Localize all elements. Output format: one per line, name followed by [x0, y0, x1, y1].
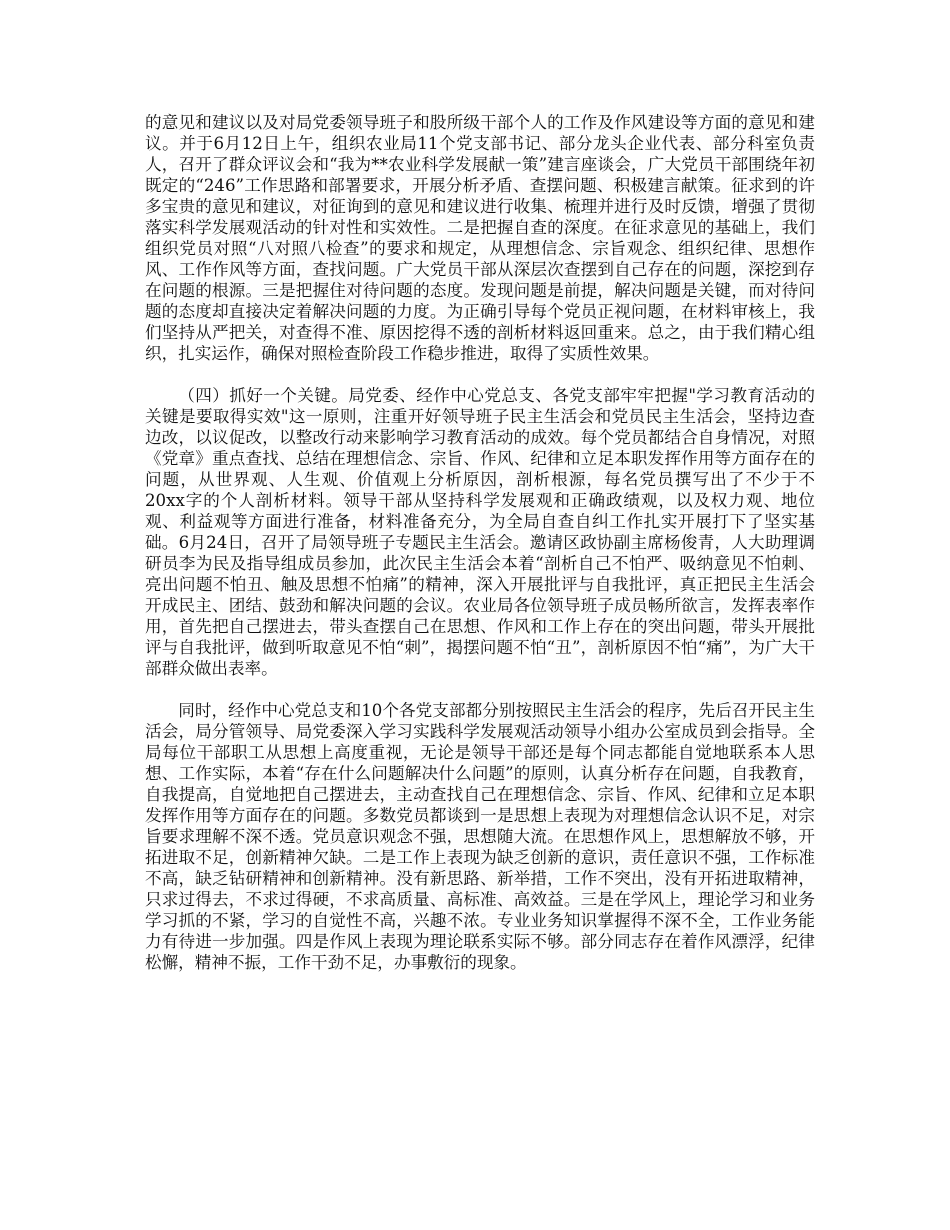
paragraph-continuation: 的意见和建议以及对局党委领导班子和股所级干部个人的工作及作风建设等方面的意见和建议。并于6月12日上午，组织农业局11个党支部书记、部分龙头企业代表、部分科室负责人，召开了群众评议会和“我为**农业科学发展献一策”建言座谈会，广大党员干部围绕年初既定的“246”工作思路和部署要求，开展分析矛盾、查摆问题、积极建言献策。征求到的许多宝贵的意见和建议，对征询到的意见和建议进行收集、梳理并进行及时反馈，增强了贯彻落实科学发展观活动的针对性和实效性。二是把握自查的深度。在征求意见的基础上，我们组织党员对照“八对照八检查”的要求和规定，从理想信念、宗旨观念、组织纪律、思想作风、工作作风等方面，查找问题。广大党员干部从深层次查摆到自己存在的问题，深挖到存在问题的根源。三是把握住对待问题的态度。发现问题是前提，解决问题是关键，而对待问题的态度却直接决定着解决问题的力度。为正确引导每个党员正视问题，在材料审核上，我们坚持从严把关，对查得不准、原因挖得不透的剖析材料返回重来。总之，由于我们精心组织，扎实运作，确保对照检查阶段工作稳步推进，取得了实质性效果。 [145, 113, 815, 363]
paragraph-gap [145, 679, 815, 700]
paragraph-gap [145, 364, 815, 385]
paragraph-key-point-four: （四）抓好一个关键。局党委、经作中心党总支、各党支部牢牢把握"学习教育活动的关键是要取得实效"这一原则，注重开好领导班子民主生活会和党员民主生活会，坚持边查边改，以议促改，以整改行动来影响学习教育活动的成效。每个党员都结合自身情况，对照《党章》重点查找、总结在理想信念、宗旨、作风、纪律和立足本职发挥作用等方面存在的问题，从世界观、人生观、价值观上分析原因，剖析根源，每名党员撰写出了不少于不20xx字的个人剖析材料。领导干部从坚持科学发展观和正确政绩观，以及权力观、地位观、利益观等方面进行准备，材料准备充分，为全局自查自纠工作扎实开展打下了坚实基础。6月24日，召开了局领导班子专题民主生活会。邀请区政协副主席杨俊青，人大助理调研员李为民及指导组成员参加，此次民主生活会本着“剖析自己不怕严、吸纳意见不怕刺、亮出问题不怕丑、触及思想不怕痛”的精神，深入开展批评与自我批评，真正把民主生活会开成民主、团结、鼓劲和解决问题的会议。农业局各位领导班子成员畅所欲言，发挥表率作用，首先把自己摆进去，带头查摆自己在思想、作风和工作上存在的突出问题，带头开展批评与自我批评，做到听取意见不怕“刺”，揭摆问题不怕“丑”，剖析原因不怕“痛”，为广大干部群众做出表率。 [145, 386, 815, 678]
paragraph-branch-meetings: 同时，经作中心党总支和10个各党支部都分别按照民主生活会的程序，先后召开民主生活会，局分管领导、局党委深入学习实践科学发展观活动领导小组办公室成员到会指导。全局每位干部职工从思想上高度重视，无论是领导干部还是每个同志都能自觉地联系本人思想、工作实际，本着“存在什么问题解决什么问题”的原则，认真分析存在问题，自我教育，自我提高，自觉地把自己摆进去，主动查找自己在理想信念、宗旨、作风、纪律和立足本职发挥作用等方面存在的问题。多数党员都谈到一是思想上表现为对理想信念认识不足，对宗旨要求理解不深不透。党员意识观念不强，思想随大流。在思想作风上，思想解放不够，开拓进取不足，创新精神欠缺。二是工作上表现为缺乏创新的意识，责任意识不强，工作标准不高，缺乏钻研精神和创新精神。没有新思路、新举措，工作不突出，没有开拓进取精神，只求过得去，不求过得硬，不求高质量、高标准、高效益。三是在学风上，理论学习和业务学习抓的不紧，学习的自觉性不高，兴趣不浓。专业业务知识掌握得不深不全，工作业务能力有待进一步加强。四是作风上表现为理论联系实际不够。部分同志存在着作风漂浮，纪律松懈，精神不振，工作干劲不足，办事敷衍的现象。 [145, 701, 815, 972]
document-body [145, 112, 815, 973]
